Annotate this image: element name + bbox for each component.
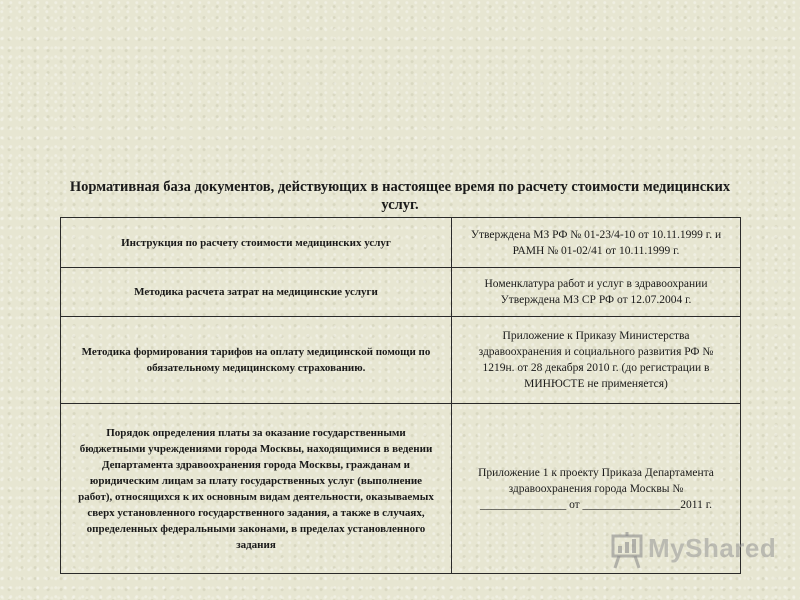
table-cell-approval — [452, 317, 741, 404]
table-row — [61, 218, 741, 268]
documents-table — [60, 217, 741, 574]
site-logo-text: MyShared — [648, 533, 777, 563]
table-row — [61, 317, 741, 404]
approval-info: Утверждена МЗ РФ № 01-23/4-10 от 10.11.1999 г. и РАМН № 01-02/41 от 10.11.1999 г. — [470, 228, 722, 257]
table-cell-document — [61, 268, 452, 317]
document-name: Порядок определения платы за оказание государственными бюджетными учреждениями города Москвы, находящимися в ведении Департамента здравоохранения города Москвы, гражданам и юридическим лицам за плату государственных услуг (выполнение работ), относящихся к их основным видам деятельности, оказываемых сверх установленного государственного задания, а также в случаях, определенных федеральными законами, в пределах установленного задания — [78, 426, 434, 551]
approval-info: Приложение к Приказу Министерства здравоохранения и социального развития РФ № 1219н. от 28 декабря 2010 г. (до регистрации в МИНЮСТЕ не применяется) — [478, 330, 714, 390]
document-name: Методика расчета затрат на медицинские услуги — [134, 286, 378, 298]
document-name: Инструкция по расчету стоимости медицинских услуг — [121, 236, 391, 249]
table-cell-document — [61, 317, 452, 404]
page-title: Нормативная база документов, действующих в настоящее время по расчету стоимости медицинских услуг. — [69, 179, 731, 213]
table-row — [61, 268, 741, 317]
table-cell-approval — [452, 218, 741, 268]
table-cell-approval — [452, 268, 741, 317]
approval-info: Номенклатура работ и услуг в здравоохрании Утверждена МЗ СР РФ от 12.07.2004 г. — [484, 278, 708, 306]
approval-info: Приложение 1 к проекту Приказа Департамента здравоохранения города Москвы № _______________ от _________________2011 г. — [478, 466, 714, 511]
document-name: Методика формирования тарифов на оплату медицинской помощи по обязательному медицинскому страхованию. — [81, 346, 431, 374]
table-cell-document — [61, 404, 452, 574]
table-cell-document — [61, 218, 452, 268]
